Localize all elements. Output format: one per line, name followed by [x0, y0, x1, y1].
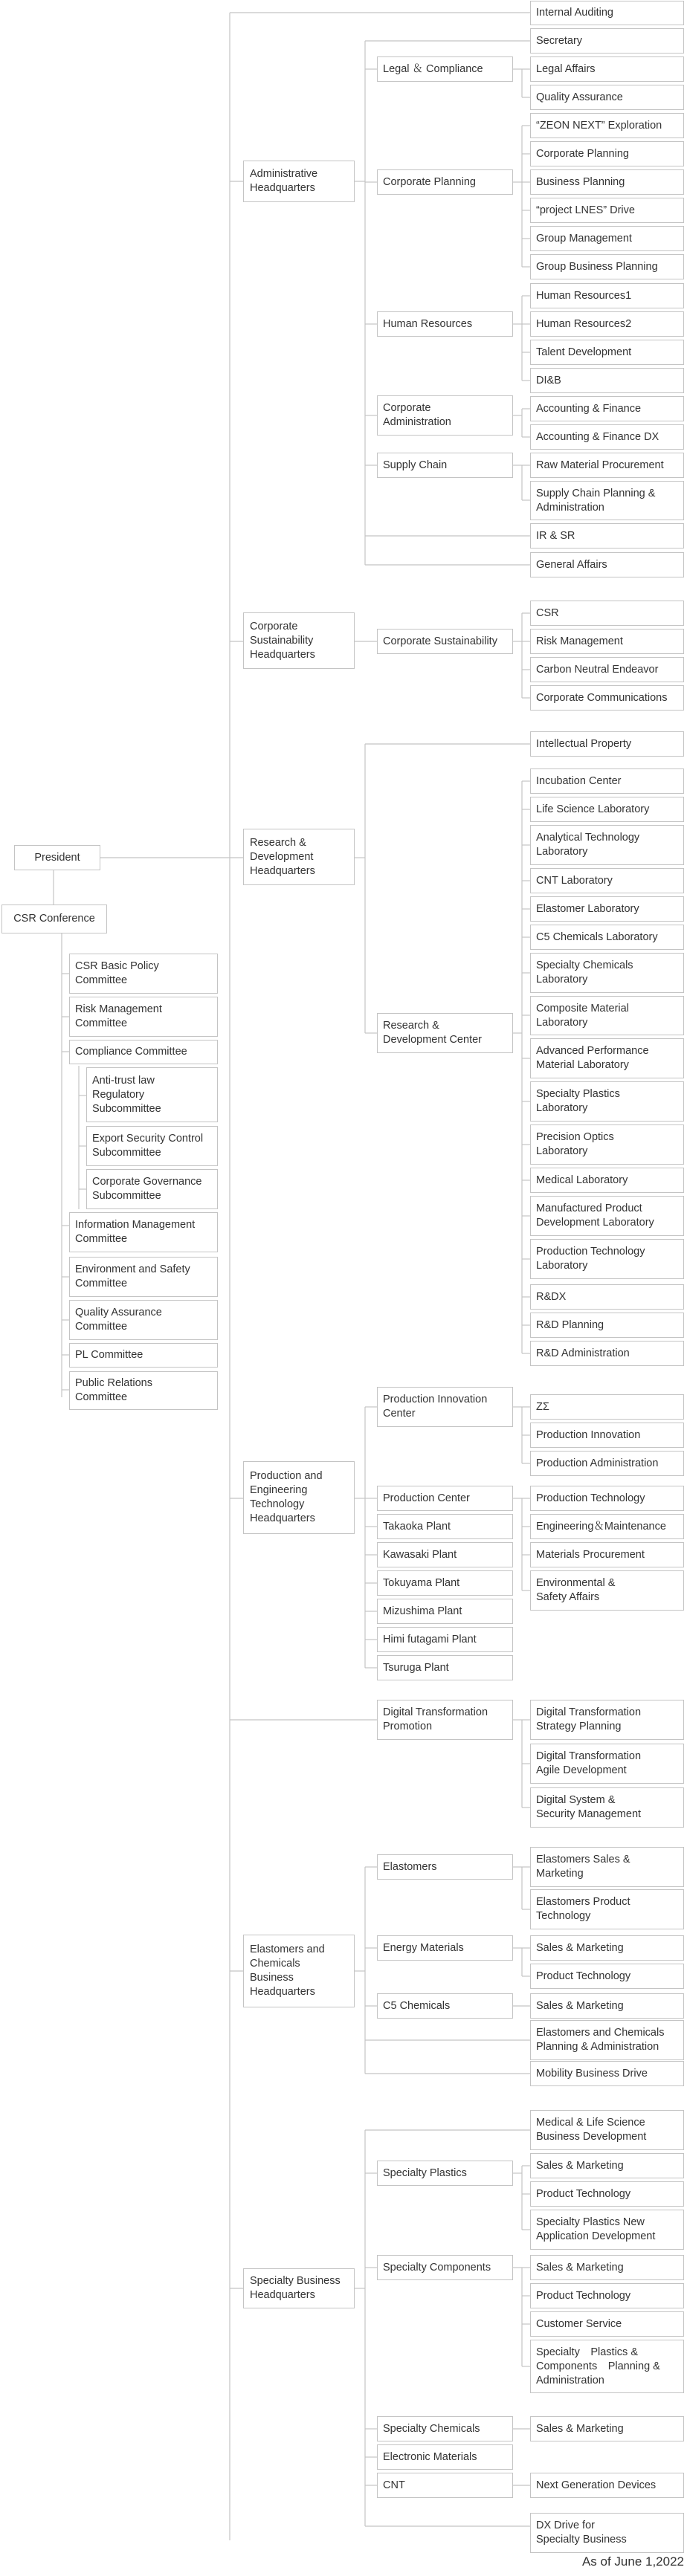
dept-c5-chemicals-lab: C5 Chemicals Laboratory — [530, 925, 684, 950]
subcommittee-corporate-governance: Corporate Governance Subcommittee — [86, 1169, 218, 1209]
division-mizushima-plant: Mizushima Plant — [377, 1599, 513, 1624]
division-tsuruga-plant: Tsuruga Plant — [377, 1655, 513, 1680]
dept-zeon-next-exploration: “ZEON NEXT” Exploration — [530, 113, 684, 138]
dept-specialty-components-sales: Sales & Marketing — [530, 2255, 684, 2280]
dept-production-administration: Production Administration — [530, 1451, 684, 1476]
division-digital-transformation-promotion: Digital Transformation Promotion — [377, 1700, 513, 1740]
dept-group-business-planning: Group Business Planning — [530, 254, 684, 279]
division-c5-chemicals: C5 Chemicals — [377, 1993, 513, 2019]
dept-elastomer-lab: Elastomer Laboratory — [530, 896, 684, 922]
division-production-innovation-center: Production Innovation Center — [377, 1387, 513, 1427]
committee-compliance: Compliance Committee — [69, 1040, 218, 1064]
csr-conference-box: CSR Conference — [1, 904, 107, 933]
committee-information-management: Information Management Committee — [69, 1212, 218, 1252]
committee-csr-basic-policy: CSR Basic Policy Committee — [69, 954, 218, 994]
dept-corporate-communications: Corporate Communications — [530, 685, 684, 711]
hq-research-development: Research & Development Headquarters — [243, 829, 355, 885]
division-kawasaki-plant: Kawasaki Plant — [377, 1542, 513, 1567]
dept-analytical-technology-lab: Analytical Technology Laboratory — [530, 825, 684, 865]
hq-corporate-sustainability: Corporate Sustainability Headquarters — [243, 612, 355, 669]
division-electronic-materials: Electronic Materials — [377, 2444, 513, 2470]
dept-elastomers-chemicals-planning: Elastomers and Chemicals Planning & Administration — [530, 2020, 684, 2060]
dept-dx-agile-development: Digital Transformation Agile Development — [530, 1744, 684, 1784]
division-rd-center: Research & Development Center — [377, 1013, 513, 1053]
division-supply-chain: Supply Chain — [377, 453, 513, 478]
division-elastomers: Elastomers — [377, 1854, 513, 1880]
division-specialty-components: Specialty Components — [377, 2255, 513, 2280]
dept-next-generation-devices: Next Generation Devices — [530, 2473, 684, 2498]
dept-medical-life-science: Medical & Life Science Business Development — [530, 2110, 684, 2150]
division-cnt: CNT — [377, 2473, 513, 2498]
dept-elastomers-sales-marketing: Elastomers Sales & Marketing — [530, 1847, 684, 1887]
division-human-resources: Human Resources — [377, 311, 513, 337]
dept-accounting-finance-dx: Accounting & Finance DX — [530, 424, 684, 450]
committee-risk-management: Risk Management Committee — [69, 997, 218, 1037]
dept-human-resources1: Human Resources1 — [530, 283, 684, 308]
dept-human-resources2: Human Resources2 — [530, 311, 684, 337]
dept-general-affairs: General Affairs — [530, 552, 684, 577]
committee-pl: PL Committee — [69, 1343, 218, 1368]
dept-production-innovation: Production Innovation — [530, 1423, 684, 1448]
division-corporate-sustainability: Corporate Sustainability — [377, 629, 513, 654]
dept-risk-management: Risk Management — [530, 629, 684, 654]
dept-elastomers-product-technology: Elastomers Product Technology — [530, 1889, 684, 1929]
dept-accounting-finance: Accounting & Finance — [530, 396, 684, 421]
dept-dx-strategy-planning: Digital Transformation Strategy Planning — [530, 1700, 684, 1740]
dept-internal-auditing: Internal Auditing — [530, 1, 684, 25]
hq-administrative: Administrative Headquarters — [243, 161, 355, 202]
dept-manufactured-product-lab: Manufactured Product Development Laboratory — [530, 1196, 684, 1236]
committee-public-relations: Public Relations Committee — [69, 1371, 218, 1410]
dept-legal-affairs: Legal Affairs — [530, 56, 684, 82]
dept-z-sigma: ZΣ — [530, 1394, 684, 1420]
dept-production-technology-lab: Production Technology Laboratory — [530, 1239, 684, 1279]
dept-intellectual-property: Intellectual Property — [530, 731, 684, 757]
dept-incubation-center: Incubation Center — [530, 768, 684, 794]
dept-energy-sales-marketing: Sales & Marketing — [530, 1935, 684, 1961]
dept-specialty-plastics-lab: Specialty Plastics Laboratory — [530, 1081, 684, 1122]
subcommittee-export-security: Export Security Control Subcommittee — [86, 1126, 218, 1166]
president-box: President — [14, 845, 100, 870]
dept-energy-product-technology: Product Technology — [530, 1964, 684, 1989]
hq-elastomers-chemicals: Elastomers and Chemicals Business Headquarters — [243, 1935, 355, 2007]
committee-environment-safety: Environment and Safety Committee — [69, 1257, 218, 1297]
division-legal-compliance: Legal ＆ Compliance — [377, 56, 513, 82]
dept-secretary: Secretary — [530, 28, 684, 54]
dept-business-planning: Business Planning — [530, 169, 684, 195]
dept-rdx: R&DX — [530, 1284, 684, 1310]
dept-advanced-performance-lab: Advanced Performance Material Laboratory — [530, 1038, 684, 1078]
dept-specialty-chemicals-lab: Specialty Chemicals Laboratory — [530, 953, 684, 993]
dept-specialty-chemicals-sales: Sales & Marketing — [530, 2416, 684, 2441]
dept-supply-chain-planning: Supply Chain Planning & Administration — [530, 481, 684, 520]
dept-corporate-planning: Corporate Planning — [530, 141, 684, 166]
dept-talent-development: Talent Development — [530, 340, 684, 365]
dept-cnt-lab: CNT Laboratory — [530, 868, 684, 893]
dept-dib: DI&B — [530, 368, 684, 393]
dept-c5-sales-marketing: Sales & Marketing — [530, 1993, 684, 2019]
dept-materials-procurement: Materials Procurement — [530, 1542, 684, 1567]
dept-rd-administration: R&D Administration — [530, 1341, 684, 1366]
dept-specialty-plastics-sales: Sales & Marketing — [530, 2153, 684, 2178]
subcommittee-anti-trust: Anti-trust law Regulatory Subcommittee — [86, 1067, 218, 1122]
dept-precision-optics-lab: Precision Optics Laboratory — [530, 1124, 684, 1165]
hq-production-engineering: Production and Engineering Technology Headquarters — [243, 1461, 355, 1534]
division-himi-futagami-plant: Himi futagami Plant — [377, 1627, 513, 1652]
division-takaoka-plant: Takaoka Plant — [377, 1514, 513, 1539]
division-tokuyama-plant: Tokuyama Plant — [377, 1570, 513, 1596]
dept-customer-service: Customer Service — [530, 2311, 684, 2337]
dept-environmental-safety: Environmental & Safety Affairs — [530, 1570, 684, 1611]
dept-quality-assurance: Quality Assurance — [530, 85, 684, 110]
dept-carbon-neutral-endeavor: Carbon Neutral Endeavor — [530, 657, 684, 682]
dept-dx-drive-specialty: DX Drive for Specialty Business — [530, 2513, 684, 2553]
as-of-date: As of June 1,2022 — [581, 2554, 684, 2569]
dept-rd-planning: R&D Planning — [530, 1313, 684, 1338]
division-specialty-plastics: Specialty Plastics — [377, 2161, 513, 2186]
dept-project-lnes-drive: “project LNES” Drive — [530, 198, 684, 223]
dept-specialty-plastics-new-app: Specialty Plastics New Application Development — [530, 2210, 684, 2250]
dept-csr: CSR — [530, 601, 684, 626]
division-energy-materials: Energy Materials — [377, 1935, 513, 1961]
dept-mobility-business-drive: Mobility Business Drive — [530, 2061, 684, 2086]
division-corporate-administration: Corporate Administration — [377, 395, 513, 436]
hq-specialty-business: Specialty Business Headquarters — [243, 2268, 355, 2308]
dept-production-technology: Production Technology — [530, 1486, 684, 1511]
committee-quality-assurance: Quality Assurance Committee — [69, 1300, 218, 1340]
dept-life-science-lab: Life Science Laboratory — [530, 797, 684, 822]
dept-specialty-plastics-product-tech: Product Technology — [530, 2181, 684, 2207]
dept-specialty-components-product-tech: Product Technology — [530, 2283, 684, 2308]
division-corporate-planning: Corporate Planning — [377, 169, 513, 195]
dept-engineering-maintenance: Engineering＆Maintenance — [530, 1514, 684, 1539]
dept-digital-system-security: Digital System & Security Management — [530, 1787, 684, 1828]
dept-specialty-plastics-components-planning: Specialty Plastics & Components Planning & Administration — [530, 2340, 684, 2393]
division-production-center: Production Center — [377, 1486, 513, 1511]
dept-medical-lab: Medical Laboratory — [530, 1168, 684, 1193]
division-specialty-chemicals: Specialty Chemicals — [377, 2416, 513, 2441]
dept-ir-sr: IR & SR — [530, 523, 684, 548]
dept-composite-material-lab: Composite Material Laboratory — [530, 996, 684, 1035]
dept-raw-material-procurement: Raw Material Procurement — [530, 453, 684, 478]
dept-group-management: Group Management — [530, 226, 684, 251]
